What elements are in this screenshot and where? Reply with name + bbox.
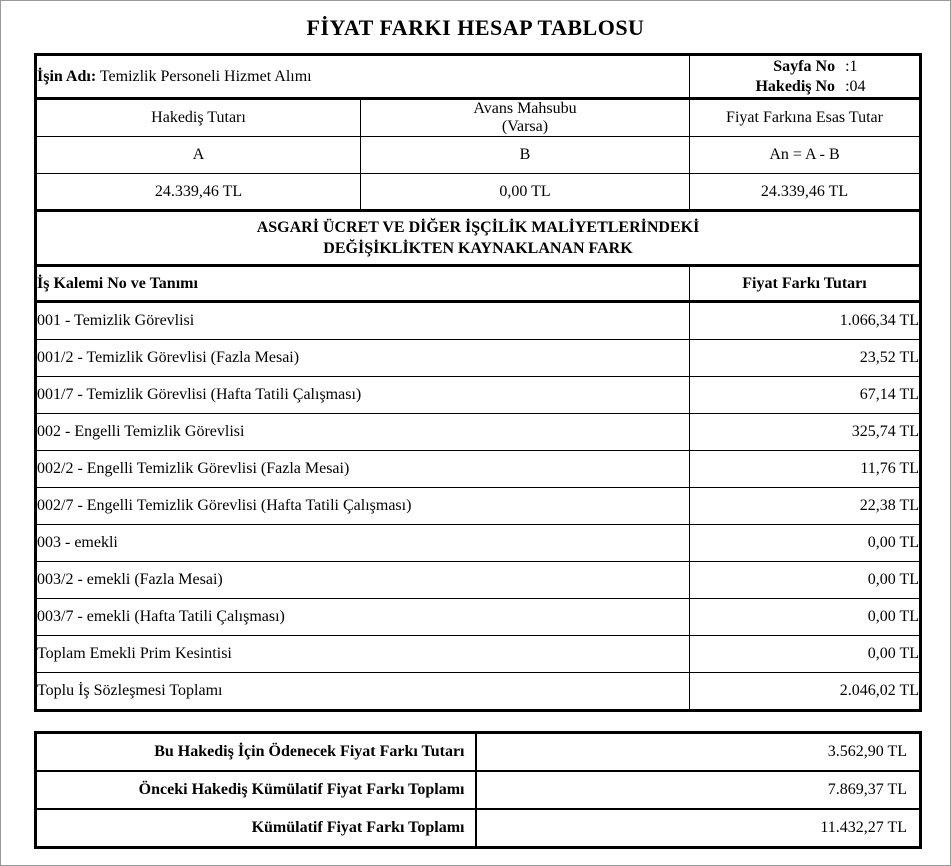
item-amount: 2.046,02 TL (690, 673, 921, 711)
item-name: Toplu İş Sözleşmesi Toplamı (36, 673, 690, 711)
section-title: ASGARİ ÜCRET VE DİĞER İŞÇİLİK MALİYETLERİNDEKİ DEĞİŞİKLİKTEN KAYNAKLANAN FARK (36, 211, 921, 266)
item-row (36, 451, 921, 488)
totals-table (34, 731, 922, 849)
items-header-row (36, 266, 921, 302)
item-name: 002/7 - Engelli Temizlik Görevlisi (Hafta Tatili Çalışması) (36, 488, 690, 525)
total-label: Bu Hakediş İçin Ödenecek Fiyat Farkı Tutarı (36, 733, 476, 772)
item-row (36, 636, 921, 673)
formula-row (36, 137, 921, 174)
item-amount: 11,76 TL (690, 451, 921, 488)
value-a: 24.339,46 TL (36, 174, 361, 211)
item-row (36, 340, 921, 377)
item-name: Toplam Emekli Prim Kesintisi (36, 636, 690, 673)
item-row (36, 414, 921, 451)
progress-no-label: Hakediş No (755, 77, 836, 95)
progress-no-value: :04 (845, 77, 866, 95)
item-row (36, 377, 921, 414)
page-title: FİYAT FARKI HESAP TABLOSU (306, 15, 645, 40)
item-amount: 67,14 TL (690, 377, 921, 414)
item-name: 003/7 - emekli (Hafta Tatili Çalışması) (36, 599, 690, 636)
total-amount: 11.432,27 TL (476, 809, 921, 848)
formula-b: B (361, 137, 690, 174)
item-name: 001/7 - Temizlik Görevlisi (Hafta Tatili Çalışması) (36, 377, 690, 414)
item-name: 001/2 - Temizlik Görevlisi (Fazla Mesai) (36, 340, 690, 377)
items-col-header: İş Kalemi No ve Tanımı (36, 266, 690, 302)
formula-a: A (36, 137, 361, 174)
formula-an: An = A - B (690, 137, 921, 174)
item-row (36, 525, 921, 562)
summary-values-row (36, 174, 921, 211)
page-no-label: Sayfa No (773, 57, 836, 75)
total-amount: 7.869,37 TL (476, 771, 921, 809)
item-row (36, 488, 921, 525)
item-amount: 0,00 TL (690, 525, 921, 562)
item-amount: 0,00 TL (690, 599, 921, 636)
job-name-row (36, 55, 921, 99)
price-difference-table (34, 53, 922, 712)
item-row (36, 599, 921, 636)
col-hakedis-tutari: Hakediş Tutarı (36, 99, 361, 137)
job-name-cell (36, 55, 690, 99)
total-amount: 3.562,90 TL (476, 733, 921, 772)
value-an: 24.339,46 TL (690, 174, 921, 211)
job-name-label: İşin Adı: (37, 67, 97, 85)
total-row (36, 771, 921, 809)
item-name: 002/2 - Engelli Temizlik Görevlisi (Fazla Mesai) (36, 451, 690, 488)
item-name: 002 - Engelli Temizlik Görevlisi (36, 414, 690, 451)
item-amount: 1.066,34 TL (690, 302, 921, 340)
total-label: Önceki Hakediş Kümülatif Fiyat Farkı Toplamı (36, 771, 476, 809)
summary-header-row (36, 99, 921, 137)
total-row (36, 809, 921, 848)
page-no-value: :1 (845, 57, 858, 75)
item-amount: 0,00 TL (690, 562, 921, 599)
col-fiyat-farkina-esas-tutar: Fiyat Farkına Esas Tutar (690, 99, 921, 137)
item-amount: 22,38 TL (690, 488, 921, 525)
job-name-value: Temizlik Personeli Hizmet Alımı (99, 67, 312, 85)
item-row (36, 302, 921, 340)
item-amount: 0,00 TL (690, 636, 921, 673)
item-name: 003/2 - emekli (Fazla Mesai) (36, 562, 690, 599)
section-title-row (36, 211, 921, 266)
total-row (36, 733, 921, 772)
item-name: 003 - emekli (36, 525, 690, 562)
col-avans-mahsubu: Avans Mahsubu (Varsa) (361, 99, 690, 137)
item-name: 001 - Temizlik Görevlisi (36, 302, 690, 340)
item-row (36, 673, 921, 711)
page-info-cell (690, 55, 921, 99)
item-amount: 23,52 TL (690, 340, 921, 377)
item-row (36, 562, 921, 599)
amount-col-header: Fiyat Farkı Tutarı (690, 266, 921, 302)
value-b: 0,00 TL (361, 174, 690, 211)
total-label: Kümülatif Fiyat Farkı Toplamı (36, 809, 476, 848)
item-amount: 325,74 TL (690, 414, 921, 451)
